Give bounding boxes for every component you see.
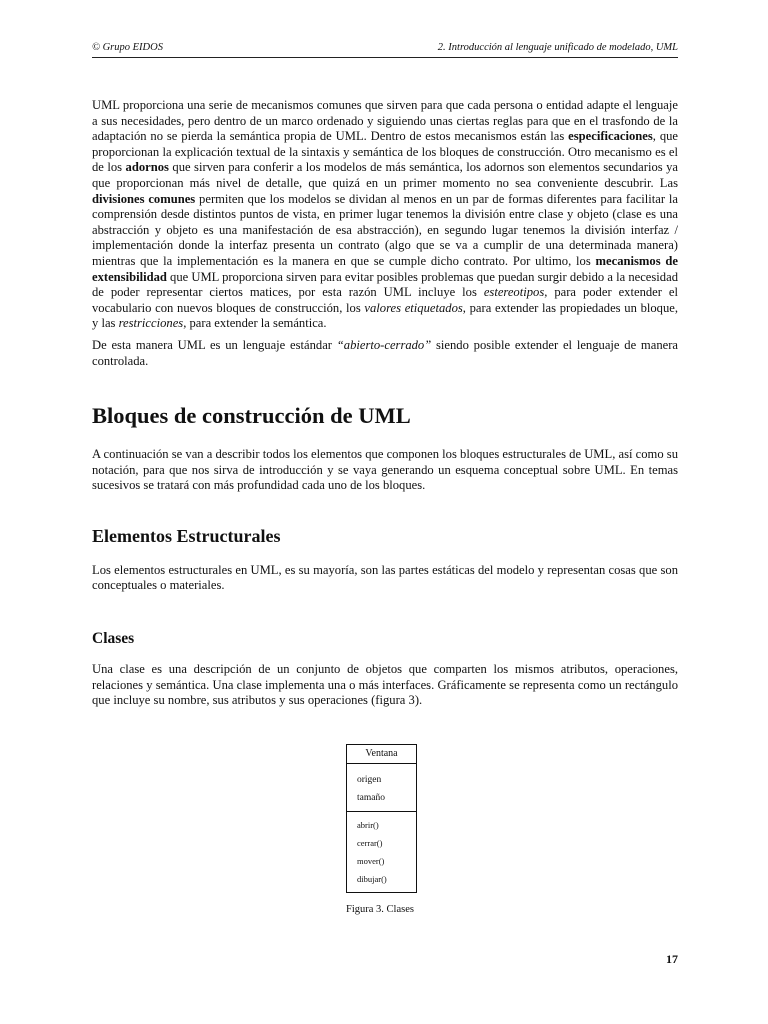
paragraph-open-closed: De esta manera UML es un lenguaje estándar “abierto-cerrado” siendo posible extender el lenguaje de manera controlada. [92, 337, 678, 368]
header-chapter-title: 2. Introducción al lenguaje unificado de modelado, UML [437, 42, 678, 53]
subsection-heading-structural-elements: Elementos Estructurales [92, 525, 281, 546]
page-number: 17 [666, 952, 678, 966]
uml-operation: dibujar() [357, 874, 387, 884]
uml-operation: mover() [357, 856, 385, 866]
uml-attribute: tamaño [357, 793, 385, 803]
paragraph-mechanisms: UML proporciona una serie de mecanismos comunes que sirven para que cada persona o entidad adapte el lenguaje a sus necesidades, pero dentro de un marco ordenado y siguiendo unas ciertas reglas para que en el trasfondo de la adaptación no se pierda la semántica propia de UML. Dentro de estos mecanismos están las especificaciones, que proporcionan la explicación textual de la sintaxis y semántica de los bloques de construcción. Otro mecanismo es el de los adornos que sirven para conferir a los modelos de más semántica, los adornos son elementos secundarios ya que proporcionan más nivel de detalle, que quizá en un primer momento no sea conveniente descubrir. Las divisiones comunes permiten que los modelos se dividan al menos en un par de formas diferentes para facilitar la comprensión desde distintos puntos de vista, en primer lugar tenemos la división entre clase y objeto (clase es una abstracción y objeto es una manifestación de esa abstracción), en segundo lugar tenemos la división interfaz / implementación donde la interfaz presenta un contrato (algo que se va a cumplir de una determinada manera) mientras que la implementación es la manera en que se cumple dicho contrato. Por ultimo, los mecanismos de extensibilidad que UML proporciona sirven para evitar posibles problemas que puedan surgir debido a la necesidad de poder representar ciertos matices, por esta razón UML incluye los estereotipos, para poder extender el vocabulario con nuevos bloques de construcción, los valores etiquetados, para extender las propiedades un bloque, y las restricciones, para extender la semántica. [92, 98, 679, 331]
uml-class-figure [346, 744, 417, 893]
section-heading-building-blocks: Bloques de construcción de UML [92, 403, 411, 429]
uml-operation: cerrar() [357, 838, 383, 848]
paragraph-structural-elements: Los elementos estructurales en UML, es su mayoría, son las partes estáticas del modelo y representan cosas que son conceptuales o materiales. [92, 562, 678, 593]
uml-class-box [346, 744, 417, 893]
uml-class-name: Ventana [347, 745, 416, 764]
uml-attribute: origen [357, 775, 382, 785]
page-header [92, 42, 678, 58]
paragraph-classes: Una clase es una descripción de un conjunto de objetos que comparten los mismos atributos, operaciones, relaciones y semántica. Una clase implementa una o más interfaces. Gráficamente se representa como un rectángulo que incluye su nombre, sus atributos y sus operaciones (figura 3). [92, 662, 678, 708]
header-publisher: © Grupo EIDOS [92, 42, 163, 53]
paragraph-building-blocks-intro: A continuación se van a describir todos los elementos que componen los bloques estructurales de UML, así como su notación, para que nos sirva de introducción y se vaya generando un esquema conceptual sobre UML. En temas sucesivos se tratará con más profundidad cada uno de los bloques. [92, 447, 678, 493]
uml-attributes-section [347, 767, 416, 812]
figure-caption: Figura 3. Clases [346, 904, 414, 915]
uml-operation: abrir() [357, 820, 379, 830]
uml-operations-section [347, 812, 416, 892]
subsection-heading-classes: Clases [92, 630, 135, 648]
page-content [92, 98, 678, 715]
